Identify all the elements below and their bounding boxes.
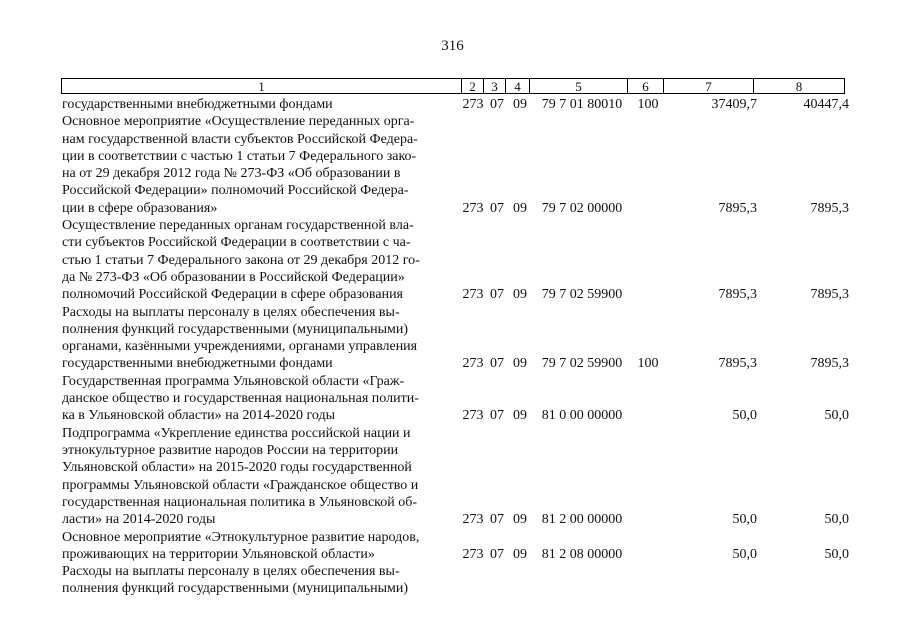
description-line: Основное мероприятие «Осуществление переданных орга- [62,114,415,130]
section-code: 07 [490,200,504,216]
target-article-code: 79 7 02 59900 [541,287,623,303]
amount-column-7: 50,0 [732,512,757,528]
description-line: Расходы на выплаты персоналу в целях обеспечения вы- [62,304,400,320]
amount-column-8: 7895,3 [810,200,849,216]
table-row [0,96,905,113]
amount-column-7: 50,0 [732,408,757,424]
target-article-code: 79 7 01 80010 [541,97,623,112]
column-header-7: 7 [664,78,754,94]
amount-column-7: 37409,7 [711,97,757,112]
column-header-4: 4 [506,78,530,94]
target-article-code: 81 2 08 00000 [541,546,623,562]
amount-column-8: 7895,3 [810,287,849,303]
description-line: полномочий Российской Федерации в сфере образования [62,287,403,303]
amount-column-8: 50,0 [824,408,849,424]
table-row [0,373,905,425]
description-line: органами, казёнными учреждениями, органами управления [62,339,418,355]
description-line: Российской Федерации» полномочий Российской Федера- [62,183,409,199]
description-line: на от 29 декабря 2012 года № 273-ФЗ «Об образовании в [62,166,401,182]
description-line: Основное мероприятие «Этнокультурное развитие народов, [62,529,420,545]
column-header-8: 8 [754,78,845,94]
description-line: государственная национальная политика в Ульяновской об- [62,494,418,510]
table-row [0,304,905,373]
row-description [62,304,456,373]
table-row [0,563,905,598]
target-article-code: 79 7 02 00000 [541,200,623,216]
section-code: 07 [490,356,504,372]
subsection-code: 09 [513,512,527,528]
amount-column-8: 50,0 [824,512,849,528]
description-line: да № 273-ФЗ «Об образовании в Российской Федерации» [62,269,405,285]
description-line: Ульяновской области» на 2015-2020 годы государственной [62,460,412,476]
description-line: Государственная программа Ульяновской области «Граж- [62,373,405,389]
section-code: 07 [490,408,504,424]
target-article-code: 81 0 00 00000 [541,408,623,424]
row-description [62,217,456,303]
description-line: государственными внебюджетными фондами [62,97,333,112]
table-row [0,217,905,304]
target-article-code: 81 2 00 00000 [541,512,623,528]
description-line: полнения функций государственными (муниципальными) [62,581,409,597]
table-row [0,529,905,564]
expense-type-code: 100 [637,356,659,372]
subsection-code: 09 [513,408,527,424]
description-line: нам государственной власти субъектов Российской Федера- [62,131,418,147]
amount-column-8: 7895,3 [810,356,849,372]
description-line: программы Ульяновской области «Гражданское общество и [62,477,419,493]
description-line: ласти» на 2014-2020 годы [62,512,216,528]
subsection-code: 09 [513,97,527,112]
ministry-code: 273 [462,546,484,562]
amount-column-7: 50,0 [732,546,757,562]
description-line: Расходы на выплаты персоналу в целях обеспечения вы- [62,564,400,580]
row-description [62,373,456,425]
ministry-code: 273 [462,408,484,424]
amount-column-8: 50,0 [824,546,849,562]
column-header-1: 1 [61,78,462,94]
description-line: проживающих на территории Ульяновской области» [62,546,375,562]
section-code: 07 [490,512,504,528]
column-header-5: 5 [530,78,628,94]
section-code: 07 [490,97,504,112]
row-description [62,96,456,113]
row-description [62,113,456,217]
ministry-code: 273 [462,512,484,528]
description-line: Осуществление переданных органам государственной вла- [62,218,414,234]
column-header-row [61,78,845,95]
subsection-code: 09 [513,200,527,216]
amount-column-7: 7895,3 [718,200,757,216]
ministry-code: 273 [462,356,484,372]
section-code: 07 [490,546,504,562]
row-description [62,563,456,598]
description-line: ции в соответствии с частью 1 статьи 7 Федерального зако- [62,148,417,164]
expense-type-code: 100 [637,97,659,112]
row-description [62,529,456,564]
description-line: этнокультурное развитие народов России на территории [62,442,399,458]
description-line: Подпрограмма «Укрепление единства российской нации и [62,425,411,441]
column-header-6: 6 [628,78,664,94]
subsection-code: 09 [513,287,527,303]
row-description [62,425,456,529]
description-line: ции в сфере образования» [62,200,218,216]
target-article-code: 79 7 02 59900 [541,356,623,372]
ministry-code: 273 [462,97,484,112]
description-line: данское общество и государственная национальная полити- [62,391,419,407]
table-row [0,113,905,217]
column-header-2: 2 [462,78,484,94]
description-line: ка в Ульяновской области» на 2014-2020 годы [62,408,336,424]
subsection-code: 09 [513,546,527,562]
description-line: полнения функций государственными (муниципальными) [62,321,409,337]
column-header-3: 3 [484,78,506,94]
description-line: стью 1 статьи 7 Федерального закона от 29 декабря 2012 го- [62,252,420,268]
amount-column-8: 40447,4 [803,97,849,112]
ministry-code: 273 [462,200,484,216]
amount-column-7: 7895,3 [718,287,757,303]
page-number: 316 [441,38,464,54]
table-row [0,425,905,529]
section-code: 07 [490,287,504,303]
description-line: государственными внебюджетными фондами [62,356,333,372]
amount-column-7: 7895,3 [718,356,757,372]
ministry-code: 273 [462,287,484,303]
description-line: сти субъектов Российской Федерации в соответствии с ча- [62,235,411,251]
subsection-code: 09 [513,356,527,372]
